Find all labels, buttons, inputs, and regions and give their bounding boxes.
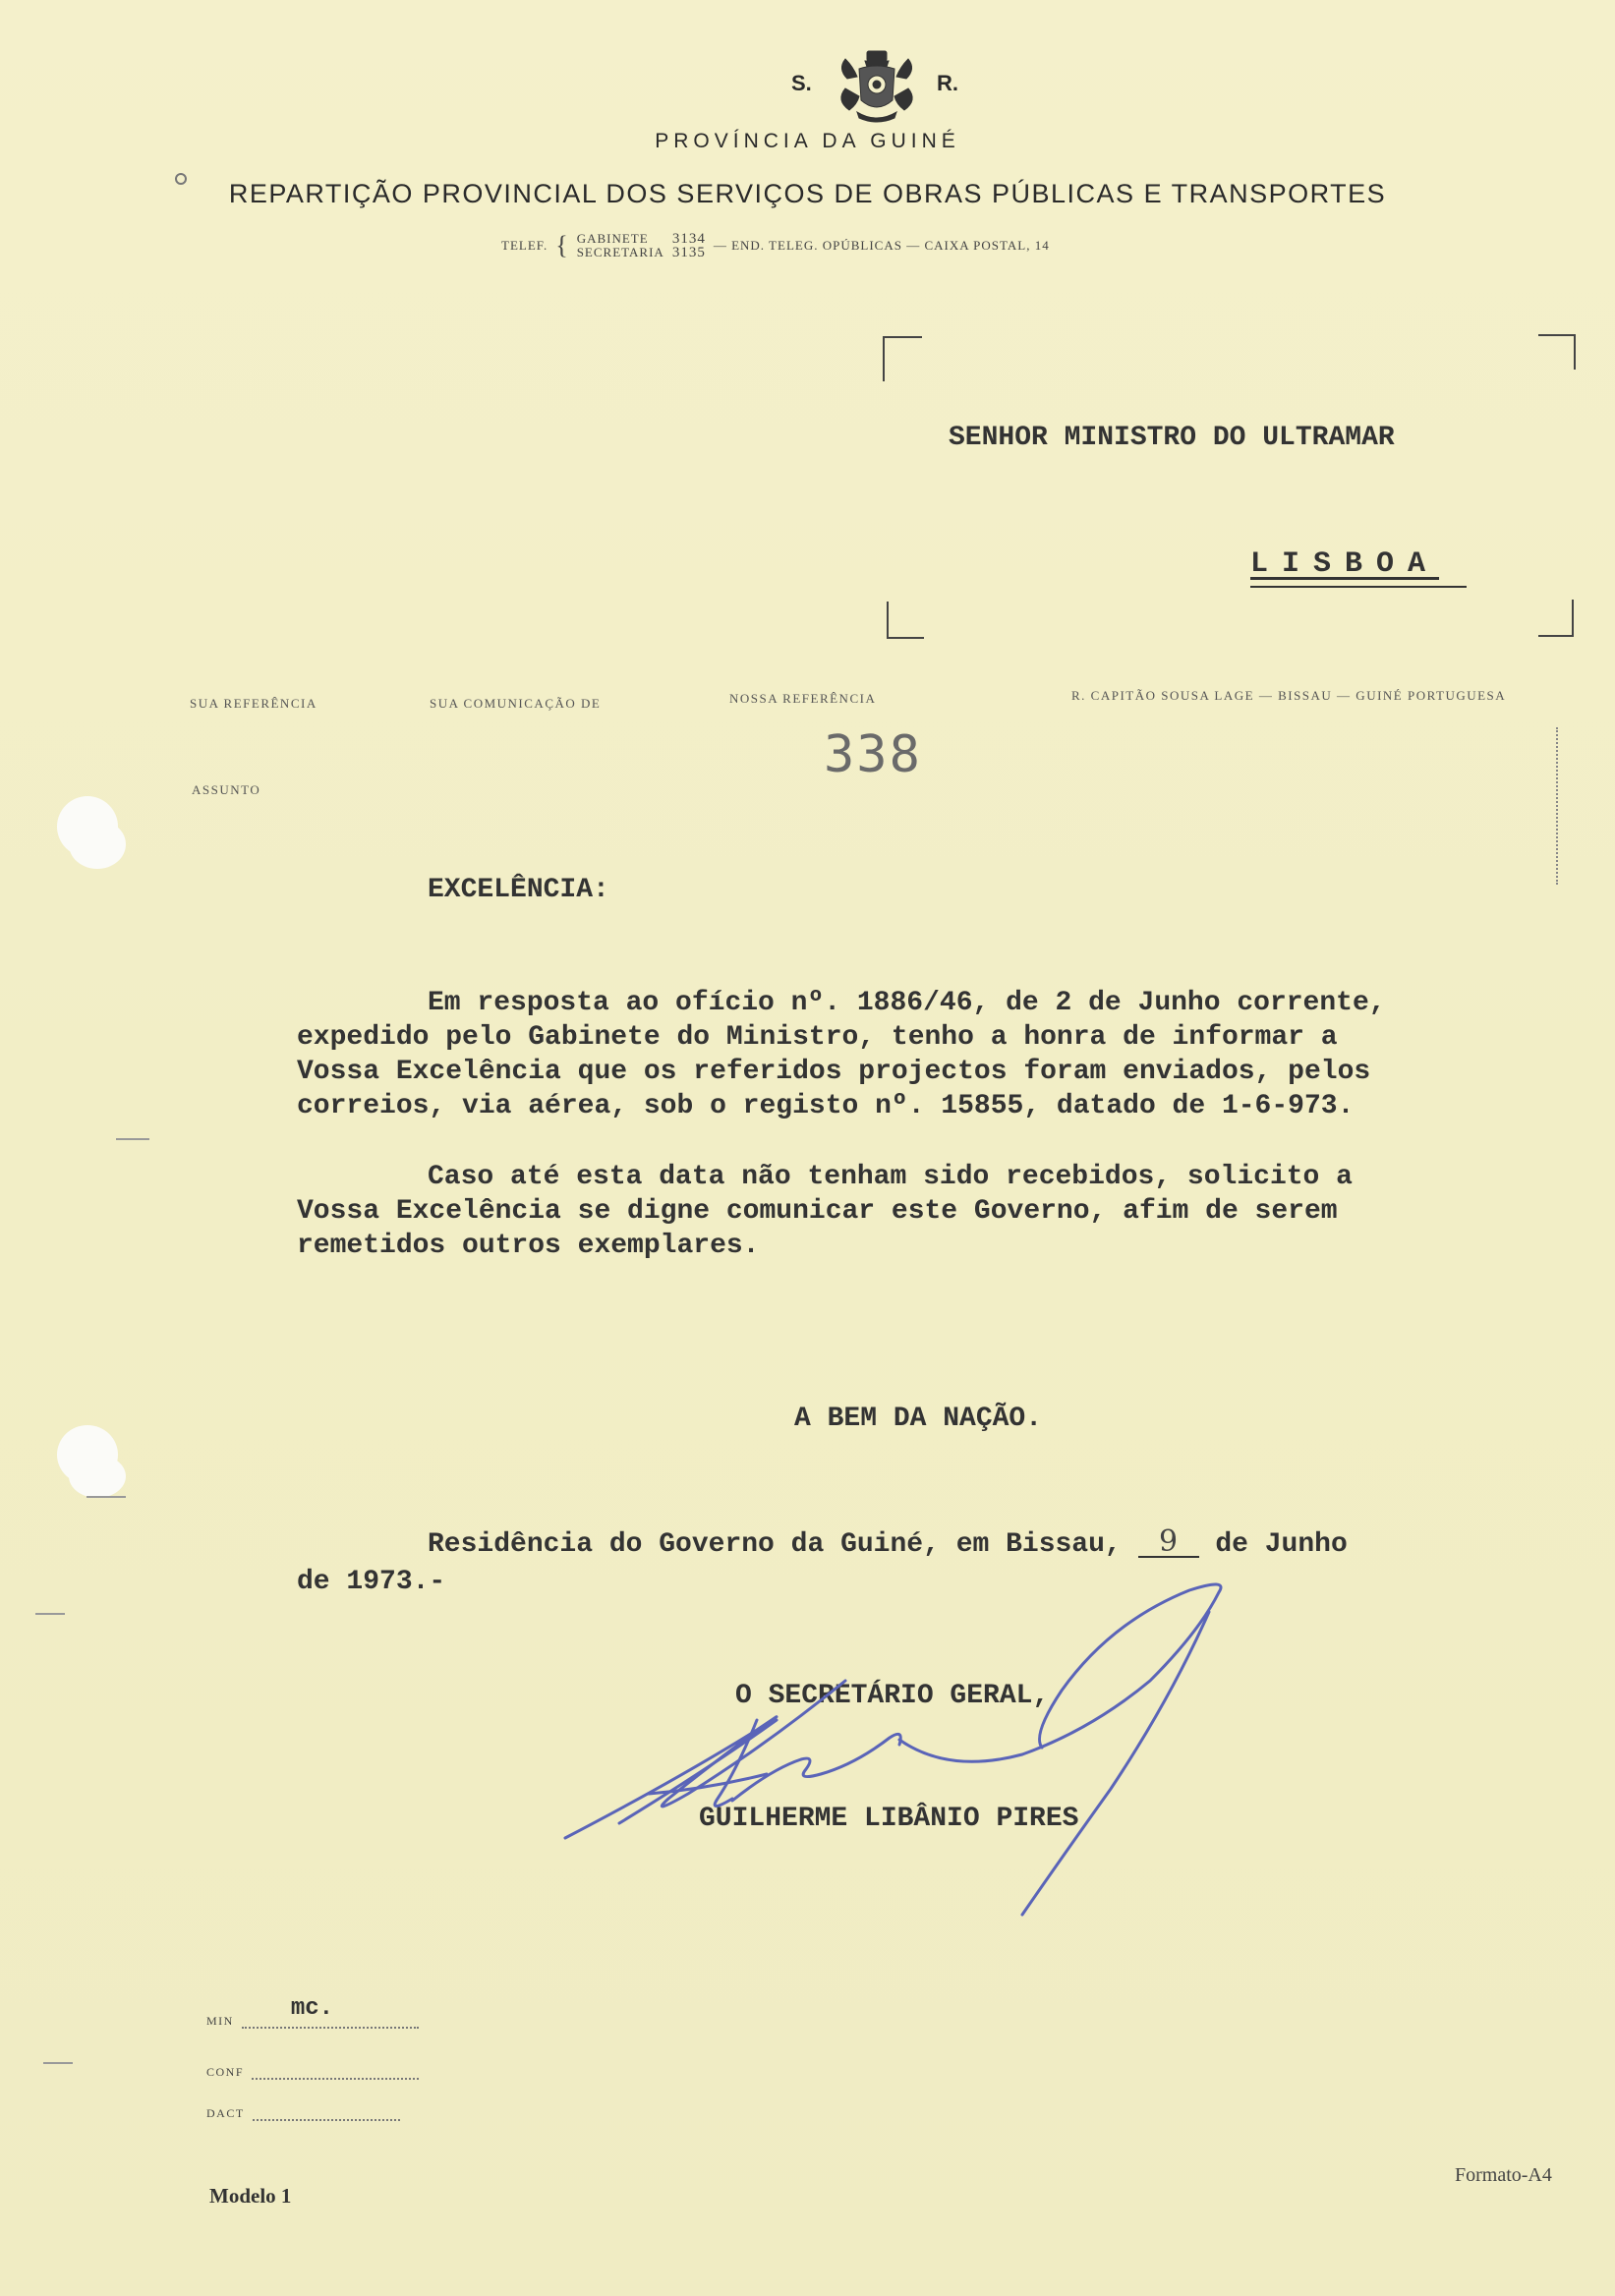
handwritten-day: 9 bbox=[1138, 1528, 1199, 1558]
gabinete-label: GABINETE bbox=[576, 231, 649, 246]
addressee-city: LISBOA bbox=[1250, 547, 1440, 581]
min-initials: mc. bbox=[290, 1995, 334, 2022]
nossa-referencia-label: NOSSA REFERÊNCIA bbox=[729, 691, 877, 706]
handwritten-signature bbox=[560, 1573, 1239, 1926]
conf-dotted-line bbox=[252, 2064, 419, 2080]
min-field bbox=[206, 1995, 419, 2029]
telef-label: TELEF. bbox=[501, 238, 548, 253]
paragraph-line: correios, via aérea, sob o registo nº. 15855, datado de 1-6-973. bbox=[297, 1091, 1355, 1121]
margin-tick bbox=[116, 1138, 149, 1140]
dact-field bbox=[206, 2105, 400, 2121]
coat-of-arms-icon bbox=[828, 49, 926, 124]
place-date-line bbox=[297, 1526, 1348, 1564]
secretaria-number: 3135 bbox=[671, 245, 706, 260]
address-window-corner-bottom-right bbox=[1538, 600, 1574, 637]
address-window-corner-bottom-left bbox=[887, 602, 924, 639]
signatory-title: O SECRETÁRIO GERAL, bbox=[735, 1681, 1050, 1711]
assunto-label: ASSUNTO bbox=[192, 782, 261, 797]
department-heading: REPARTIÇÃO PROVINCIAL DOS SERVIÇOS DE OBRAS PÚBLICAS E TRANSPORTES bbox=[228, 179, 1387, 208]
reference-number-stamp: 338 bbox=[824, 725, 922, 784]
paper-format: Formato-A4 bbox=[1455, 2164, 1552, 2186]
addressee-recipient: SENHOR MINISTRO DO ULTRAMAR bbox=[949, 423, 1395, 453]
address-window-corner-top-left bbox=[883, 336, 922, 381]
margin-tick bbox=[87, 1496, 126, 1498]
city-double-underline bbox=[1250, 586, 1467, 588]
paragraph-line: remetidos outros exemplares. bbox=[297, 1231, 760, 1261]
min-dotted-line bbox=[242, 1995, 419, 2029]
letterhead-right-letter: R. bbox=[937, 71, 958, 95]
telegraph-postal: — END. TELEG. OPÚBLICAS — CAIXA POSTAL, 14 bbox=[713, 238, 1050, 253]
paragraph-line: Vossa Excelência que os referidos projectos foram enviados, pelos bbox=[297, 1057, 1371, 1087]
contact-line bbox=[501, 232, 1050, 259]
province-heading: PROVÍNCIA DA GUINÉ bbox=[655, 130, 960, 152]
conf-label: CONF bbox=[206, 2065, 245, 2079]
closing-formula: A BEM DA NAÇÃO. bbox=[794, 1404, 1043, 1434]
residence-month: de Junho bbox=[1215, 1529, 1348, 1560]
sua-referencia-label: SUA REFERÊNCIA bbox=[190, 696, 317, 711]
dact-label: DACT bbox=[206, 2106, 245, 2120]
phone-labels bbox=[577, 232, 664, 259]
min-label: MIN bbox=[206, 2014, 234, 2028]
letterhead-left-letter: S. bbox=[791, 71, 812, 95]
punch-hole-top-lower bbox=[69, 820, 126, 869]
secretaria-label: SECRETARIA bbox=[576, 245, 664, 259]
paragraph-line: expedido pelo Gabinete do Ministro, tenho a honra de informar a bbox=[297, 1022, 1338, 1053]
brace: { bbox=[555, 231, 569, 259]
form-model: Modelo 1 bbox=[209, 2184, 292, 2208]
edge-perforation bbox=[1556, 727, 1562, 885]
punch-hole-bottom-lower bbox=[69, 1455, 126, 1498]
residence-year: de 1973.- bbox=[297, 1567, 446, 1597]
sua-comunicacao-label: SUA COMUNICAÇÃO DE bbox=[430, 696, 602, 711]
office-address: R. CAPITÃO SOUSA LAGE — BISSAU — GUINÉ PORTUGUESA bbox=[1071, 688, 1507, 703]
residence-prefix: Residência do Governo da Guiné, em Bissau, bbox=[428, 1529, 1122, 1560]
address-window-corner-top-right bbox=[1538, 334, 1576, 370]
paragraph-line: Em resposta ao ofício nº. 1886/46, de 2 de Junho corrente, bbox=[428, 988, 1386, 1018]
signatory-name: GUILHERME LIBÂNIO PIRES bbox=[699, 1804, 1079, 1834]
paragraph-line: Vossa Excelência se digne comunicar este Governo, afim de serem bbox=[297, 1196, 1338, 1227]
gabinete-number: 3134 bbox=[671, 231, 706, 247]
margin-tick bbox=[43, 2062, 73, 2064]
phone-numbers bbox=[672, 232, 706, 259]
margin-tick bbox=[35, 1613, 65, 1615]
conf-field bbox=[206, 2064, 419, 2080]
salutation: EXCELÊNCIA: bbox=[428, 875, 609, 905]
dact-dotted-line bbox=[253, 2105, 400, 2121]
body-paragraph-1 bbox=[297, 986, 1535, 1123]
paragraph-line: Caso até esta data não tenham sido recebidos, solicito a bbox=[428, 1162, 1353, 1192]
body-paragraph-2 bbox=[297, 1160, 1535, 1263]
